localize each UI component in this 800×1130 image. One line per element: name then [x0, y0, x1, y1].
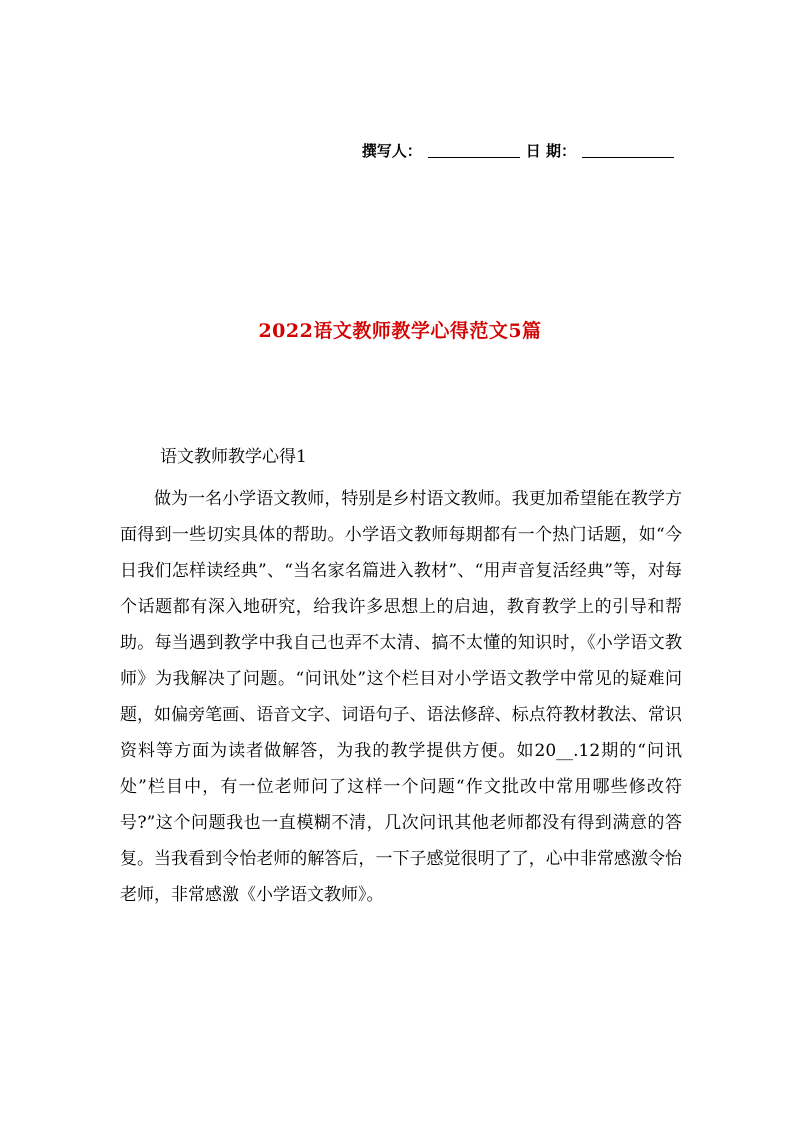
document-title: 2022语文教师教学心得范文5篇 [258, 320, 542, 342]
author-label: 撰写人： [361, 142, 422, 160]
body-paragraph: 做为一名小学语文教师，特别是乡村语文教师。我更加希望能在教学方面得到一些切实具体的帮助。小学语文教师每期都有一个热门话题，如“今日我们怎样读经典”、“当名家名篇进入教材”、“用声音复活经典”等，对每个话题都有深入地研究，给我许多思想上的启迪，教育教学上的引导和帮助。每当遇到教学中我自己也弄不太清、搞不太懂的知识时，《小学语文教师》为我解决了问题。“问讯处”这个栏目对小学语文教学中常见的疑难问题，如偏旁笔画、语音文字、词语句子、语法修辞、标点符教材教法、常识资料等方面为读者做解答，为我的教学提供方便。如20__.12期的“问讯处”栏目中，有一位老师问了这样一个问题“作文批改中常用哪些修改符号?”这个问题我也一直模糊不清，几次问讯其他老师都没有得到满意的答复。当我看到令怡老师的解答后，一下子感觉很明了了，心中非常感激令怡老师，非常感激《小学语文教师》。 [120, 489, 682, 905]
section-heading: 语文教师教学心得1 [160, 447, 307, 467]
date-label: 日 期： [525, 142, 576, 160]
author-date-line [362, 140, 680, 161]
author-blank [428, 157, 520, 158]
date-blank [582, 157, 674, 158]
